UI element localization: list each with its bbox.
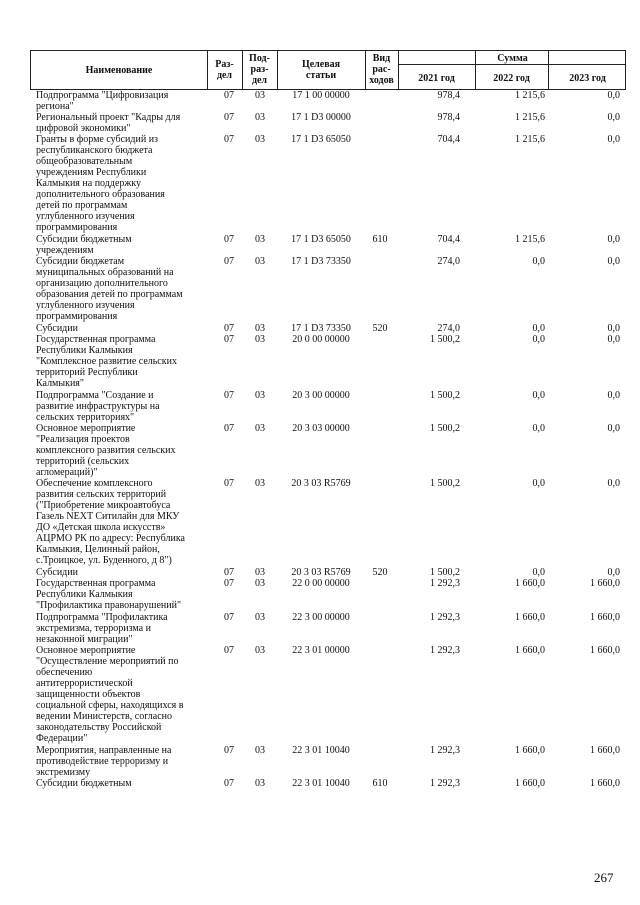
row-vid: 610 bbox=[372, 234, 388, 246]
row-2023: 0,0 bbox=[607, 112, 620, 124]
table-row bbox=[30, 778, 626, 789]
header-podrazdel: Под- раз- дел bbox=[249, 53, 270, 86]
row-vid: 610 bbox=[372, 778, 388, 790]
header-razdel: Раз- дел bbox=[215, 59, 234, 81]
row-2021: 978,4 bbox=[437, 90, 460, 101]
row-celevaya: 17 1 D3 00000 bbox=[291, 112, 351, 124]
row-celevaya: 17 1 D3 73350 bbox=[291, 323, 351, 335]
row-name: Мероприятия, направленные на противодействие терроризму и экстремизму bbox=[36, 744, 172, 778]
row-podrazdel: 03 bbox=[255, 422, 265, 434]
row-2022: 0,0 bbox=[532, 567, 545, 579]
table-row bbox=[30, 478, 626, 567]
row-2023: 1 660,0 bbox=[590, 778, 620, 790]
row-2022: 1 215,6 bbox=[515, 134, 545, 146]
row-name: Субсидии bbox=[36, 323, 78, 335]
row-celevaya: 22 3 01 10040 bbox=[292, 778, 350, 790]
row-name: Подпрограмма "Цифровизация региона" bbox=[36, 90, 169, 112]
row-razdel: 07 bbox=[224, 90, 234, 101]
row-razdel: 07 bbox=[224, 389, 234, 401]
row-razdel: 07 bbox=[224, 567, 234, 579]
row-celevaya: 20 3 03 R5769 bbox=[291, 478, 351, 490]
row-2021: 1 292,3 bbox=[430, 611, 460, 623]
row-name: Государственная программа Республики Калмыкия "Профилактика правонарушений" bbox=[36, 578, 182, 612]
row-razdel: 07 bbox=[224, 112, 234, 124]
row-2021: 274,0 bbox=[437, 323, 460, 335]
row-podrazdel: 03 bbox=[255, 256, 265, 268]
row-podrazdel: 03 bbox=[255, 90, 265, 101]
header-name: Наименование bbox=[85, 65, 153, 76]
table-row bbox=[30, 645, 626, 745]
row-celevaya: 22 0 00 00000 bbox=[292, 578, 350, 590]
row-2021: 1 500,2 bbox=[430, 334, 460, 346]
row-2022: 0,0 bbox=[532, 323, 545, 335]
row-2022: 0,0 bbox=[532, 334, 545, 346]
row-podrazdel: 03 bbox=[255, 478, 265, 490]
row-2023: 1 660,0 bbox=[590, 644, 620, 656]
row-podrazdel: 03 bbox=[255, 567, 265, 579]
table-row bbox=[30, 567, 626, 578]
row-razdel: 07 bbox=[224, 578, 234, 590]
row-podrazdel: 03 bbox=[255, 644, 265, 656]
row-2021: 1 500,2 bbox=[430, 478, 460, 490]
row-razdel: 07 bbox=[224, 478, 234, 490]
row-2022: 0,0 bbox=[532, 478, 545, 490]
row-2021: 1 292,3 bbox=[430, 644, 460, 656]
row-celevaya: 17 1 00 00000 bbox=[292, 90, 350, 101]
page-number: 267 bbox=[594, 870, 614, 885]
row-name: Субсидии bbox=[36, 567, 78, 579]
row-podrazdel: 03 bbox=[255, 112, 265, 124]
table-row bbox=[30, 745, 626, 778]
row-name: Основное мероприятие "Осуществление мероприятий по обеспечению антитеррористической защищенности объектов социальной сферы, находящихся в ведении Министерств, согласно законодательству Российской Федерации" bbox=[36, 644, 184, 744]
row-razdel: 07 bbox=[224, 334, 234, 346]
row-celevaya: 17 1 D3 73350 bbox=[291, 256, 351, 268]
row-2023: 0,0 bbox=[607, 90, 620, 101]
row-2021: 1 500,2 bbox=[430, 422, 460, 434]
row-2021: 1 500,2 bbox=[430, 567, 460, 579]
row-celevaya: 17 1 D3 65050 bbox=[291, 234, 351, 246]
row-razdel: 07 bbox=[224, 256, 234, 268]
row-razdel: 07 bbox=[224, 422, 234, 434]
row-name: Гранты в форме субсидий из республиканского бюджета общеобразовательным учреждениям Республики Калмыкия на поддержку дополнительного образования детей по программам углубленного изучения программирования bbox=[36, 134, 165, 234]
row-name: Субсидии бюджетам муниципальных образований на организацию дополнительного образования детей по программам углубленного изучения программирования bbox=[36, 256, 183, 323]
table-row bbox=[30, 234, 626, 256]
row-celevaya: 20 3 00 00000 bbox=[292, 389, 350, 401]
row-2021: 704,4 bbox=[437, 234, 460, 246]
row-2022: 1 660,0 bbox=[515, 778, 545, 790]
row-2022: 1 215,6 bbox=[515, 234, 545, 246]
row-2022: 1 660,0 bbox=[515, 644, 545, 656]
row-2022: 1 660,0 bbox=[515, 578, 545, 590]
row-2022: 0,0 bbox=[532, 389, 545, 401]
row-podrazdel: 03 bbox=[255, 778, 265, 790]
row-celevaya: 22 3 00 00000 bbox=[292, 611, 350, 623]
row-vid: 520 bbox=[372, 323, 388, 335]
table-row bbox=[30, 90, 626, 112]
row-vid: 520 bbox=[372, 567, 388, 579]
row-podrazdel: 03 bbox=[255, 611, 265, 623]
row-podrazdel: 03 bbox=[255, 389, 265, 401]
row-razdel: 07 bbox=[224, 323, 234, 335]
row-2021: 1 500,2 bbox=[430, 389, 460, 401]
row-podrazdel: 03 bbox=[255, 578, 265, 590]
table-row bbox=[30, 390, 626, 423]
row-2023: 1 660,0 bbox=[590, 578, 620, 590]
row-2023: 1 660,0 bbox=[590, 611, 620, 623]
row-razdel: 07 bbox=[224, 778, 234, 790]
table-body bbox=[30, 90, 626, 789]
row-podrazdel: 03 bbox=[255, 234, 265, 246]
row-2021: 704,4 bbox=[437, 134, 460, 146]
row-2022: 1 660,0 bbox=[515, 611, 545, 623]
row-celevaya: 22 3 01 10040 bbox=[292, 744, 350, 756]
row-celevaya: 20 3 03 R5769 bbox=[291, 567, 351, 579]
row-podrazdel: 03 bbox=[255, 323, 265, 335]
table-row bbox=[30, 612, 626, 645]
row-2021: 1 292,3 bbox=[430, 778, 460, 790]
row-2023: 1 660,0 bbox=[590, 744, 620, 756]
row-2023: 0,0 bbox=[607, 334, 620, 346]
row-name: Государственная программа Республики Калмыкия "Комплексное развитие сельских территорий Республики Калмыкия" bbox=[36, 334, 177, 390]
row-razdel: 07 bbox=[224, 234, 234, 246]
table-row bbox=[30, 112, 626, 134]
row-razdel: 07 bbox=[224, 644, 234, 656]
table-header bbox=[30, 50, 626, 90]
row-name: Региональный проект "Кадры для цифровой экономики" bbox=[36, 112, 181, 135]
row-name: Подпрограмма "Профилактика экстремизма, терроризма и незаконной миграции" bbox=[36, 611, 168, 645]
row-2022: 0,0 bbox=[532, 422, 545, 434]
row-2023: 0,0 bbox=[607, 134, 620, 146]
row-2023: 0,0 bbox=[607, 422, 620, 434]
row-podrazdel: 03 bbox=[255, 134, 265, 146]
table-row bbox=[30, 256, 626, 323]
row-2023: 0,0 bbox=[607, 323, 620, 335]
row-2022: 1 215,6 bbox=[515, 90, 545, 101]
header-summa: Сумма bbox=[497, 53, 528, 64]
table-row bbox=[30, 323, 626, 334]
table-row bbox=[30, 334, 626, 390]
row-2021: 1 292,3 bbox=[430, 744, 460, 756]
row-2023: 0,0 bbox=[607, 478, 620, 490]
row-name: Основное мероприятие "Реализация проектов комплексного развития сельских территорий (сельских агломераций)" bbox=[36, 422, 176, 478]
budget-table bbox=[30, 50, 626, 789]
row-2023: 0,0 bbox=[607, 567, 620, 579]
row-razdel: 07 bbox=[224, 134, 234, 146]
header-celevaya: Целевая статьи bbox=[301, 59, 341, 81]
row-2022: 1 660,0 bbox=[515, 744, 545, 756]
row-celevaya: 17 1 D3 65050 bbox=[291, 134, 351, 146]
row-2023: 0,0 bbox=[607, 256, 620, 268]
row-podrazdel: 03 bbox=[255, 334, 265, 346]
row-name: Подпрограмма "Создание и развитие инфраструктуры на сельских территориях" bbox=[36, 389, 160, 423]
row-name: Обеспечение комплексного развития сельских территорий ("Приобретение микроавтобуса Газель NEXT Ситилайн для МКУ ДО «Детская школа искусств» АЦРМО РК по адресу: Республика Калмыкия, Целинный район, с.Троицкое, ул. Буденного, д 8") bbox=[36, 478, 185, 567]
header-vid: Вид рас- ходов bbox=[369, 53, 394, 86]
table-row bbox=[30, 134, 626, 234]
row-celevaya: 20 0 00 00000 bbox=[292, 334, 350, 346]
header-2023: 2023 год bbox=[569, 73, 606, 84]
header-2022: 2022 год bbox=[493, 73, 530, 84]
row-podrazdel: 03 bbox=[255, 744, 265, 756]
table-row bbox=[30, 423, 626, 479]
row-name: Субсидии бюджетным bbox=[36, 778, 132, 790]
row-name: Субсидии бюджетным учреждениям bbox=[36, 234, 132, 257]
row-razdel: 07 bbox=[224, 744, 234, 756]
row-2021: 1 292,3 bbox=[430, 578, 460, 590]
row-2021: 274,0 bbox=[437, 256, 460, 268]
header-2021: 2021 год bbox=[418, 73, 455, 84]
row-2023: 0,0 bbox=[607, 234, 620, 246]
row-razdel: 07 bbox=[224, 611, 234, 623]
row-2021: 978,4 bbox=[437, 112, 460, 124]
row-2023: 0,0 bbox=[607, 389, 620, 401]
row-2022: 0,0 bbox=[532, 256, 545, 268]
table-row bbox=[30, 578, 626, 611]
row-celevaya: 22 3 01 00000 bbox=[292, 644, 350, 656]
row-2022: 1 215,6 bbox=[515, 112, 545, 124]
row-celevaya: 20 3 03 00000 bbox=[292, 422, 350, 434]
